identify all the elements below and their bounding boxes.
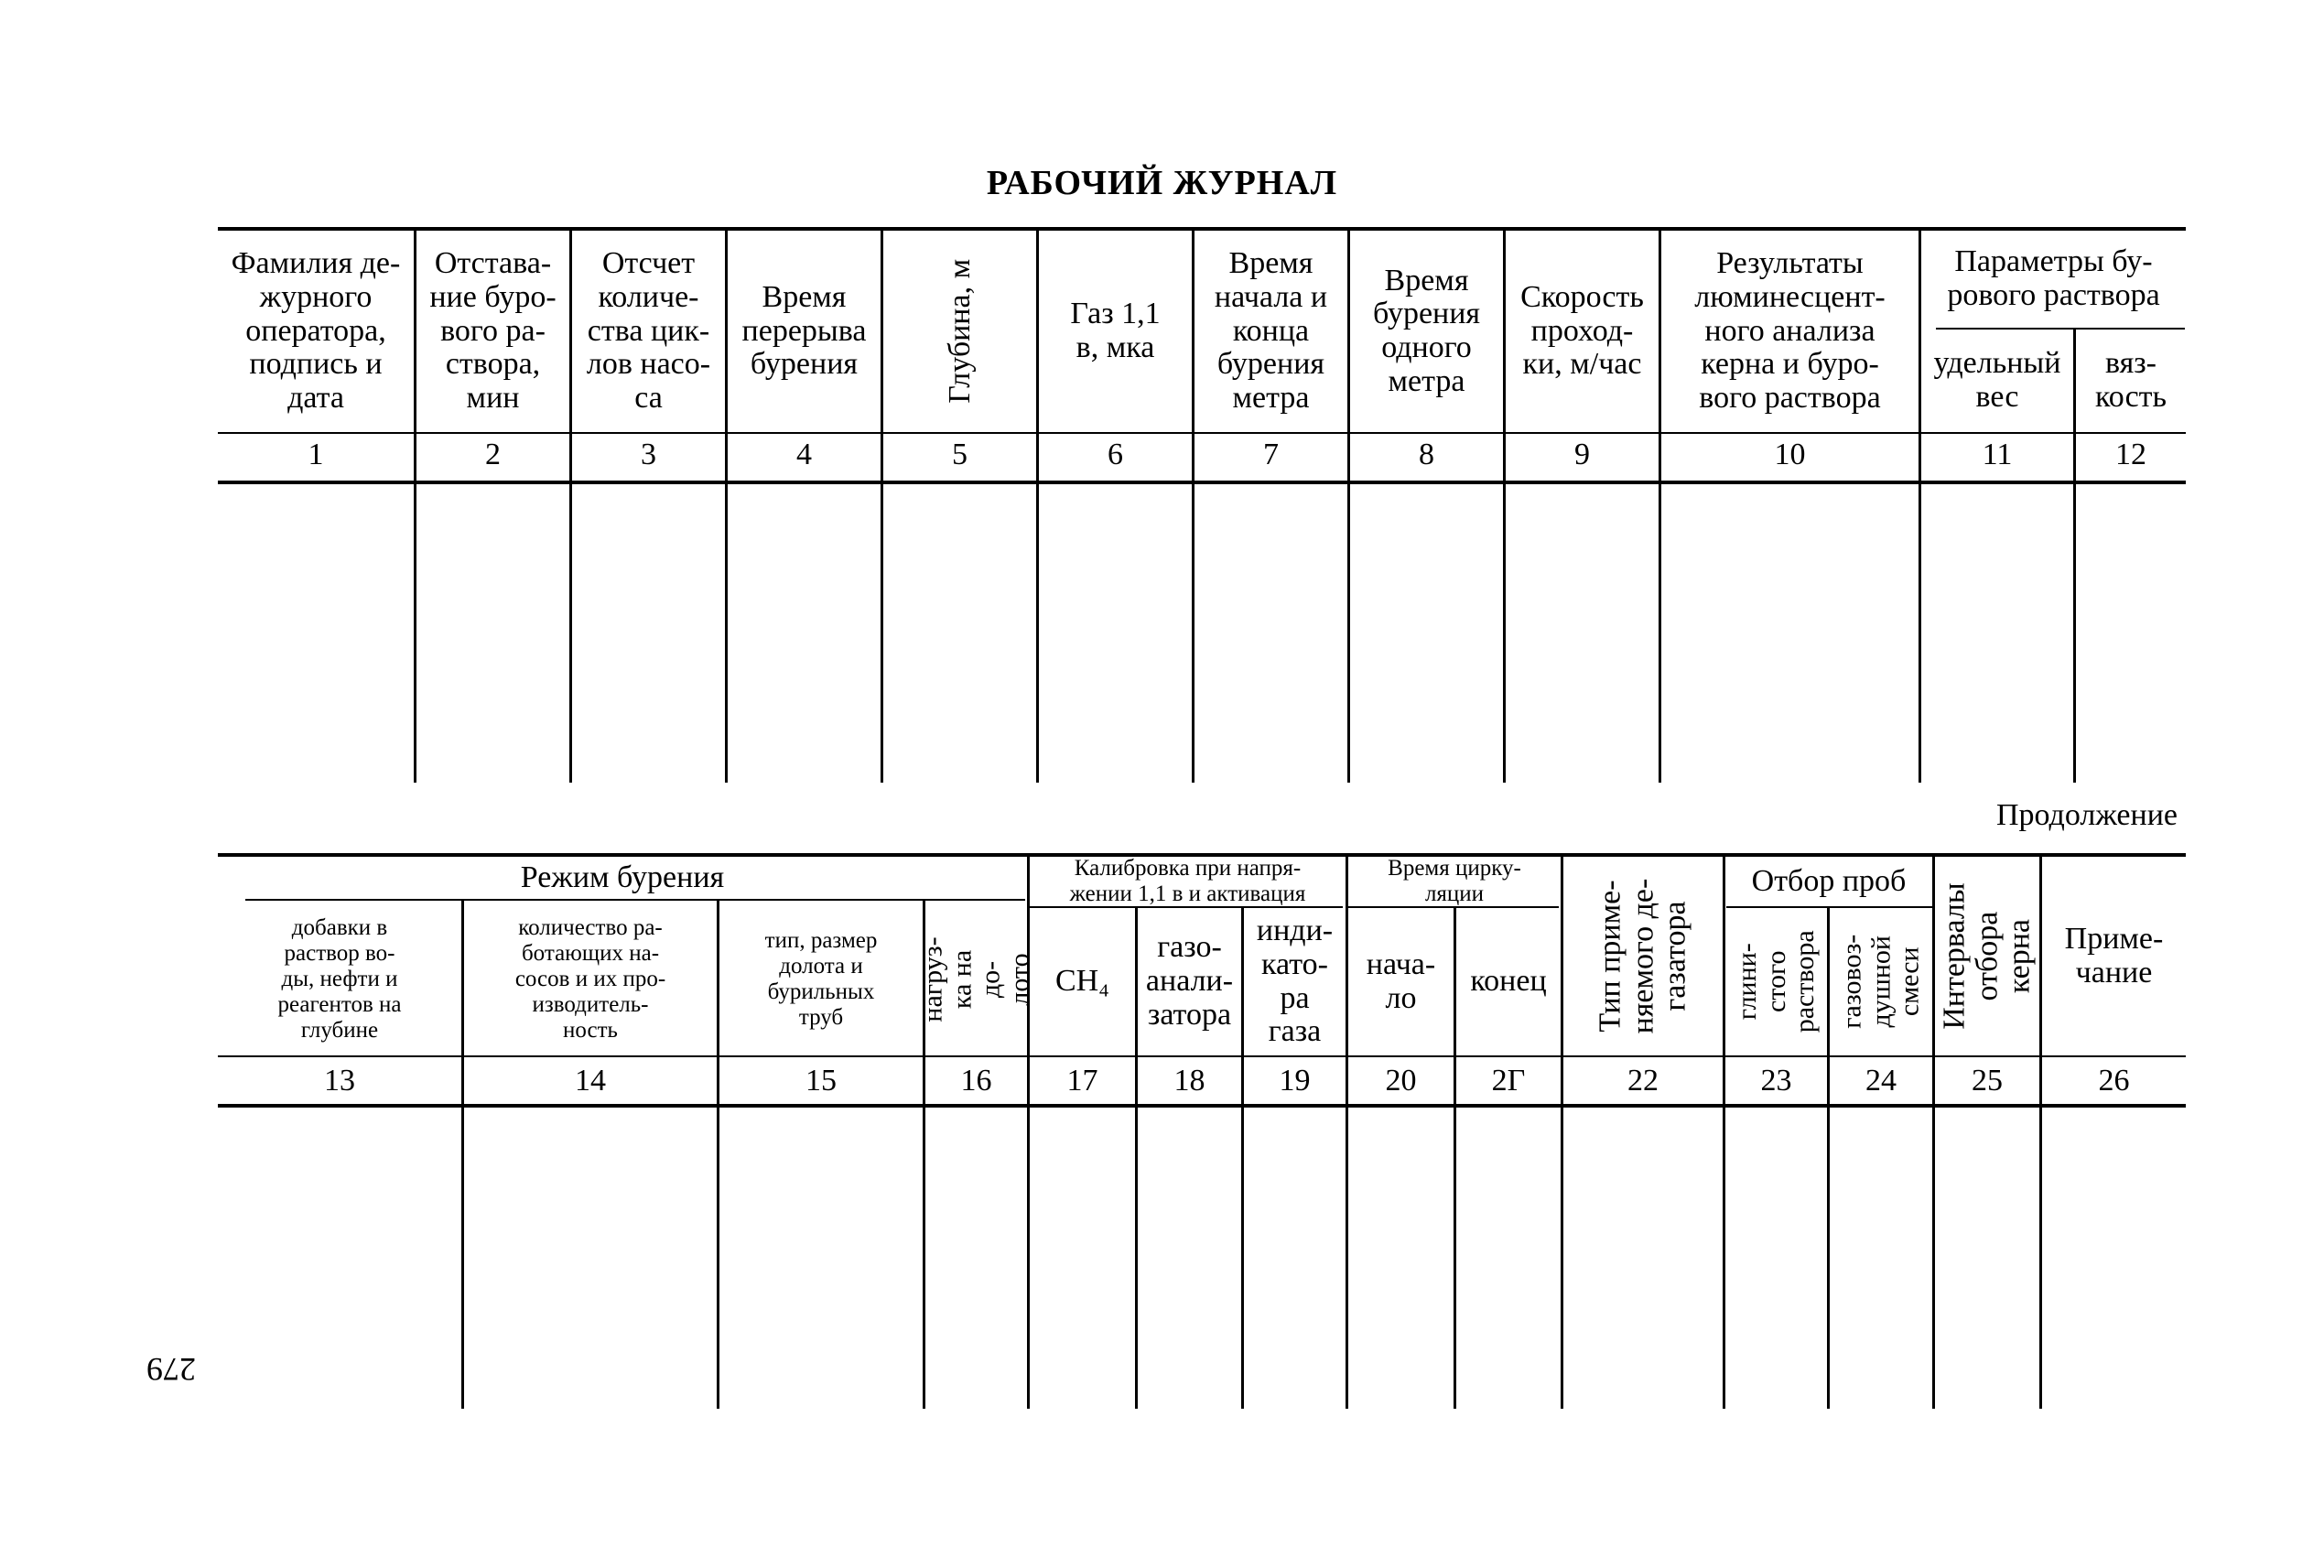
header-viscosity — [2076, 330, 2186, 432]
col-number: 16 — [960, 1064, 992, 1098]
header-pump-cycles-text: Отсчет количе- ства цик- лов насо- са — [586, 246, 711, 416]
header-note — [2042, 857, 2186, 1055]
col-number: 2 — [485, 438, 501, 471]
header-additives — [218, 903, 461, 1055]
table1-number-rule — [218, 481, 2186, 484]
page-title: РАБОЧИЙ ЖУРНАЛ — [986, 164, 1338, 202]
header-note-text: Приме- чание — [2064, 921, 2164, 989]
header-luminescence — [1661, 231, 1919, 432]
header-break-time-text: Время перерыва бурения — [741, 279, 867, 382]
header-mud-parameters-text: Параметры бу- рового раствора — [1947, 244, 2160, 312]
header-pump-cycles — [572, 231, 725, 432]
header-viscosity-text: вяз- кость — [2094, 346, 2167, 414]
header-meter-time-text: Время бурения одного метра — [1372, 263, 1481, 398]
header-luminescence-text: Результаты люминесцент- ного анализа керна и буро- вого раствора — [1694, 246, 1886, 416]
header-pumps — [464, 903, 717, 1055]
col-number: 11 — [1982, 438, 2013, 471]
header-bit-load — [917, 903, 1034, 1055]
page-number: 279 — [146, 1351, 196, 1388]
col-number: 8 — [1419, 438, 1434, 471]
col-number: 14 — [575, 1064, 606, 1098]
header-gas-air-sample-text: газовоз- душной смеси — [1836, 934, 1925, 1030]
header-gas-analyzer-text: газо- анали- затора — [1145, 930, 1234, 1032]
col-number: 7 — [1263, 438, 1279, 471]
header-speed — [1506, 231, 1659, 432]
continuation-label: Продолжение — [1995, 798, 2178, 832]
header-core-intervals-text: Интервалы отбора керна — [1937, 882, 2037, 1030]
col-number: 15 — [805, 1064, 837, 1098]
header-gas-text: Газ 1,1 в, мка — [1070, 297, 1161, 364]
col-number: 12 — [2115, 438, 2146, 471]
col-number: 13 — [324, 1064, 355, 1098]
col-number: 10 — [1774, 438, 1806, 471]
header-mud-lag-text: Отстава- ние буро- вого ра- створа, мин — [429, 246, 557, 416]
header-bit-load-text: нагруз- ка на до- лото — [917, 935, 1034, 1022]
col-number: 20 — [1385, 1064, 1417, 1098]
header-additives-text: добавки в раствор во- ды, нефти и реагентов на глубине — [277, 914, 402, 1043]
header-ch4: CH₄ — [1054, 964, 1110, 999]
header-gas-indicator-text: инди- като- ра газа — [1256, 914, 1334, 1049]
header-gas-indicator — [1244, 908, 1346, 1055]
col-number: 25 — [1972, 1064, 2003, 1098]
header-circulation-time — [1348, 857, 1561, 906]
table2-drilling-group-rule — [245, 899, 1025, 901]
header-clay-mud-sample-text: глини- стого раствора — [1732, 930, 1821, 1033]
header-depth — [883, 231, 1036, 432]
header-gas — [1039, 231, 1192, 432]
col-number: 6 — [1108, 438, 1123, 471]
col-number: 22 — [1627, 1064, 1659, 1098]
header-circulation-end-text: конец — [1470, 964, 1547, 999]
col-number: 19 — [1279, 1064, 1311, 1098]
col-number: 17 — [1066, 1064, 1098, 1098]
table2-header-rule — [218, 1055, 2186, 1057]
col-number: 23 — [1760, 1064, 1792, 1098]
header-clay-mud-sample — [1725, 908, 1827, 1055]
table1-header-rule — [218, 432, 2186, 434]
header-circulation-time-text: Время цирку- ляции — [1388, 856, 1521, 906]
col-number: 5 — [952, 438, 967, 471]
header-operator-text: Фамилия де- журного оператора, подпись и дата — [231, 246, 401, 416]
header-depth-text: Глубина, м — [942, 259, 977, 404]
header-degasser-type-text: Тип приме- няемого де- газатора — [1593, 878, 1692, 1034]
header-density-text: удельный вес — [1933, 346, 2061, 414]
col-number: 26 — [2098, 1064, 2130, 1098]
header-pumps-text: количество ра- ботающих на- сосов и их про- изводитель- ность — [514, 914, 666, 1043]
header-degasser-type — [1563, 857, 1723, 1055]
header-core-intervals — [1935, 857, 2039, 1055]
header-operator — [218, 231, 414, 432]
col-number: 18 — [1173, 1064, 1205, 1098]
table2-number-rule — [218, 1104, 2186, 1108]
header-density — [1921, 330, 2073, 432]
header-mud-lag — [416, 231, 569, 432]
col-number: 1 — [308, 438, 324, 471]
header-mud-parameters — [1921, 231, 2186, 328]
header-circulation-start-text: нача- ло — [1366, 946, 1436, 1015]
header-circulation-end — [1456, 908, 1561, 1055]
header-circulation-start — [1348, 908, 1454, 1055]
header-bit-type-text: тип, размер долота и бурильных труб — [764, 927, 878, 1030]
header-gas-air-sample — [1830, 908, 1932, 1055]
header-drilling-mode: Режим бурения — [520, 860, 725, 894]
col-number: 9 — [1574, 438, 1590, 471]
header-start-end-time-text: Время начала и конца бурения метра — [1214, 246, 1328, 416]
header-break-time — [728, 231, 881, 432]
col-number: 4 — [796, 438, 812, 471]
header-start-end-time — [1194, 231, 1347, 432]
col-number: 2Г — [1491, 1064, 1526, 1098]
header-gas-analyzer — [1138, 908, 1241, 1055]
header-meter-time — [1350, 231, 1503, 432]
header-bit-type — [719, 903, 923, 1055]
header-calibration — [1030, 857, 1346, 906]
col-number: 24 — [1865, 1064, 1897, 1098]
col-number: 3 — [641, 438, 656, 471]
header-speed-text: Скорость проход- ки, м/час — [1520, 279, 1644, 382]
header-sampling: Отбор проб — [1751, 863, 1907, 898]
header-calibration-text: Калибровка при напря- жении 1,1 в и активация — [1069, 856, 1306, 906]
